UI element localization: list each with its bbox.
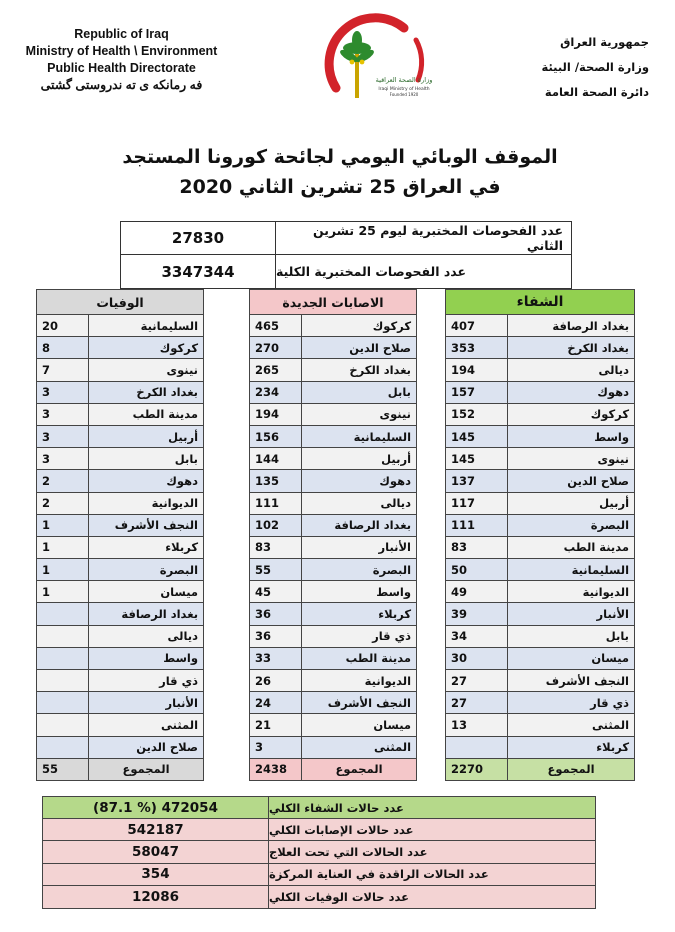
table-row (37, 403, 204, 425)
region-value: 194 (250, 403, 302, 425)
region-name: بابل (302, 381, 417, 403)
region-value: 33 (250, 647, 302, 669)
region-value: 157 (446, 381, 508, 403)
region-name: واسط (89, 647, 204, 669)
region-value: 3 (37, 403, 89, 425)
table-row (446, 315, 635, 337)
header-en-line-4: فه رمانكه ى ته ندروستى گشتى (40, 78, 203, 92)
region-name: الأنبار (302, 536, 417, 558)
summary-label: عدد حالات الشفاء الكلي (269, 797, 595, 818)
ministry-logo (306, 10, 446, 130)
region-name: نينوى (302, 403, 417, 425)
region-value: 144 (250, 448, 302, 470)
table-row (250, 714, 417, 736)
region-name: ميسان (508, 647, 635, 669)
region-value: 26 (250, 670, 302, 692)
region-name: دهوك (89, 470, 204, 492)
header-english-block (14, 26, 229, 94)
region-name: صلاح الدين (302, 337, 417, 359)
region-value: 1 (37, 581, 89, 603)
region-name: صلاح الدين (508, 470, 635, 492)
region-name: البصرة (89, 559, 204, 581)
region-value: 102 (250, 514, 302, 536)
region-name: أربيل (508, 492, 635, 514)
new-cases-total-value: 2438 (250, 758, 302, 780)
summary-row (43, 819, 595, 841)
region-value: 27 (446, 670, 508, 692)
region-name: السليمانية (89, 315, 204, 337)
region-value: 45 (250, 581, 302, 603)
region-value: 152 (446, 403, 508, 425)
recoveries-total-label: المجموع (508, 758, 635, 780)
summary-value: 58047 (43, 841, 269, 862)
logo-english-text: Iraqi Ministry of Health (378, 87, 430, 92)
table-row (37, 714, 204, 736)
region-value: 234 (250, 381, 302, 403)
total-tests-row (121, 255, 571, 288)
summary-label: عدد الحالات التي تحت العلاج (269, 841, 595, 862)
lab-tests-box (120, 221, 572, 289)
table-row (446, 714, 635, 736)
region-name: ميسان (89, 581, 204, 603)
summary-label: عدد الحالات الراقدة في العناية المركزة (269, 864, 595, 885)
region-name: المثنى (302, 736, 417, 758)
region-value: 1 (37, 536, 89, 558)
region-value: 50 (446, 559, 508, 581)
new-cases-header: الاصابات الجديدة (250, 290, 417, 315)
region-value: 39 (446, 603, 508, 625)
summary-label: عدد حالات الوفيات الكلي (269, 886, 595, 908)
region-value: 111 (446, 514, 508, 536)
region-value: 270 (250, 337, 302, 359)
table-row (250, 603, 417, 625)
table-row (250, 448, 417, 470)
recoveries-total-value: 2270 (446, 758, 508, 780)
table-row (446, 403, 635, 425)
table-row (37, 492, 204, 514)
table-row (250, 692, 417, 714)
table-row (446, 536, 635, 558)
daily-tests-row (121, 222, 571, 255)
region-value (37, 670, 89, 692)
region-value: 3 (37, 381, 89, 403)
page-title: الموقف الوبائي اليومي لجائحة كورونا المستجد (122, 146, 558, 168)
region-value: 8 (37, 337, 89, 359)
table-row (37, 425, 204, 447)
region-name: دهوك (508, 381, 635, 403)
total-tests-label: عدد الفحوصات المختبرية الكلية (276, 264, 467, 279)
region-name: الديوانية (302, 670, 417, 692)
region-name: المثنى (89, 714, 204, 736)
region-value: 3 (37, 425, 89, 447)
table-row (250, 381, 417, 403)
region-value: 36 (250, 603, 302, 625)
header-en-line-1: Republic of Iraq (74, 27, 169, 41)
region-value (446, 736, 508, 758)
deaths-table (36, 289, 204, 781)
recoveries-header: الشفاء (446, 290, 635, 315)
region-value: 117 (446, 492, 508, 514)
table-row (446, 425, 635, 447)
table-row (446, 514, 635, 536)
region-name: النجف الأشرف (89, 514, 204, 536)
table-row (250, 670, 417, 692)
table-row (250, 736, 417, 758)
table-row (250, 337, 417, 359)
region-name: كركوك (302, 315, 417, 337)
table-row (37, 581, 204, 603)
region-name: ذي قار (508, 692, 635, 714)
region-name: ديالى (302, 492, 417, 514)
region-name: السليمانية (508, 559, 635, 581)
region-name: ذي قار (89, 670, 204, 692)
table-row (250, 625, 417, 647)
region-value: 7 (37, 359, 89, 381)
region-name: ميسان (302, 714, 417, 736)
region-name: الأنبار (89, 692, 204, 714)
header-en-line-3: Public Health Directorate (47, 61, 196, 75)
table-row (446, 448, 635, 470)
table-row (37, 448, 204, 470)
region-name: الديوانية (508, 581, 635, 603)
region-name: بغداد الرصافة (508, 315, 635, 337)
table-row (37, 359, 204, 381)
region-value: 156 (250, 425, 302, 447)
region-value: 194 (446, 359, 508, 381)
table-row (37, 381, 204, 403)
table-row (37, 625, 204, 647)
region-name: النجف الأشرف (508, 670, 635, 692)
table-row (250, 647, 417, 669)
table-row (37, 670, 204, 692)
region-name: دهوك (302, 470, 417, 492)
table-row (37, 603, 204, 625)
region-name: بغداد الرصافة (302, 514, 417, 536)
region-name: ديالى (508, 359, 635, 381)
region-value: 3 (250, 736, 302, 758)
region-name: بغداد الكرخ (302, 359, 417, 381)
region-name: ديالى (89, 625, 204, 647)
table-row (446, 692, 635, 714)
region-value: 3 (37, 448, 89, 470)
region-value: 83 (446, 536, 508, 558)
logo-arabic-text: وزارة الصحة العراقية (375, 76, 433, 84)
region-name: أربيل (302, 448, 417, 470)
region-name: مدينة الطب (89, 403, 204, 425)
summary-value: 542187 (43, 819, 269, 840)
summary-label: عدد حالات الإصابات الكلي (269, 819, 595, 840)
region-value: 2 (37, 492, 89, 514)
region-value: 407 (446, 315, 508, 337)
region-value: 2 (37, 470, 89, 492)
summary-value: 12086 (43, 886, 269, 908)
region-value: 111 (250, 492, 302, 514)
table-row (446, 603, 635, 625)
recoveries-table (445, 289, 635, 781)
region-value: 13 (446, 714, 508, 736)
region-name: السليمانية (302, 425, 417, 447)
deaths-total-label: المجموع (89, 758, 204, 780)
region-value: 1 (37, 514, 89, 536)
region-value: 137 (446, 470, 508, 492)
region-value: 30 (446, 647, 508, 669)
region-value: 34 (446, 625, 508, 647)
summary-value: 354 (43, 864, 269, 885)
region-name: البصرة (508, 514, 635, 536)
region-name: بغداد الرصافة (89, 603, 204, 625)
table-row (37, 692, 204, 714)
table-row (446, 381, 635, 403)
summary-box (42, 796, 596, 909)
table-row (446, 337, 635, 359)
table-row (446, 470, 635, 492)
summary-row (43, 841, 595, 863)
table-row (446, 359, 635, 381)
region-name: بابل (89, 448, 204, 470)
region-name: بغداد الكرخ (89, 381, 204, 403)
region-value (37, 692, 89, 714)
region-value: 20 (37, 315, 89, 337)
daily-tests-label: عدد الفحوصات المختبرية ليوم 25 تشرين الثاني (312, 223, 563, 253)
region-value: 465 (250, 315, 302, 337)
region-name: كربلاء (89, 536, 204, 558)
region-name: الأنبار (508, 603, 635, 625)
region-value (37, 603, 89, 625)
region-value: 36 (250, 625, 302, 647)
table-row (37, 315, 204, 337)
region-value: 145 (446, 425, 508, 447)
header-en-line-2: Ministry of Health \ Environment (25, 44, 218, 58)
header-ar-line-2: وزارة الصحة/ البيئة (541, 60, 649, 74)
table-row (250, 492, 417, 514)
region-name: كربلاء (508, 736, 635, 758)
region-name: بابل (508, 625, 635, 647)
table-row (446, 670, 635, 692)
table-row (37, 337, 204, 359)
region-name: ذي قار (302, 625, 417, 647)
region-name: نينوى (508, 448, 635, 470)
region-value: 83 (250, 536, 302, 558)
total-tests-value: 3347344 (121, 255, 276, 288)
region-name: نينوى (89, 359, 204, 381)
summary-row (43, 864, 595, 886)
table-row (250, 470, 417, 492)
region-name: مدينة الطب (302, 647, 417, 669)
region-name: النجف الأشرف (302, 692, 417, 714)
region-name: مدينة الطب (508, 536, 635, 558)
deaths-total-value: 55 (37, 758, 89, 780)
region-value: 135 (250, 470, 302, 492)
region-value: 21 (250, 714, 302, 736)
region-name: الديوانية (89, 492, 204, 514)
summary-row (43, 797, 595, 819)
new-cases-total-label: المجموع (302, 758, 417, 780)
table-row (446, 492, 635, 514)
region-value (37, 647, 89, 669)
region-name: أربيل (89, 425, 204, 447)
region-value: 49 (446, 581, 508, 603)
region-name: كركوك (89, 337, 204, 359)
region-value (37, 714, 89, 736)
table-row (250, 514, 417, 536)
table-row (446, 625, 635, 647)
header-ar-line-1: جمهورية العراق (560, 35, 649, 49)
header-arabic-block (509, 30, 649, 105)
summary-value: (87.1 %) 472054 (43, 797, 269, 818)
daily-tests-value: 27830 (121, 222, 276, 254)
deaths-header: الوفيات (37, 290, 204, 315)
table-row (250, 359, 417, 381)
table-row (37, 470, 204, 492)
table-row (37, 736, 204, 758)
region-name: صلاح الدين (89, 736, 204, 758)
table-row (250, 403, 417, 425)
region-value (37, 625, 89, 647)
table-row (446, 581, 635, 603)
table-row (446, 736, 635, 758)
summary-row (43, 886, 595, 908)
table-row (37, 647, 204, 669)
region-name: البصرة (302, 559, 417, 581)
region-name: بغداد الكرخ (508, 337, 635, 359)
region-value: 27 (446, 692, 508, 714)
table-row (446, 559, 635, 581)
table-row (250, 536, 417, 558)
region-value: 353 (446, 337, 508, 359)
table-row (250, 315, 417, 337)
region-value (37, 736, 89, 758)
new-cases-table (249, 289, 417, 781)
logo-year-text: Founded 1920 (389, 92, 419, 97)
page-subtitle-date: في العراق 25 تشرين الثاني 2020 (179, 176, 501, 198)
table-row (37, 514, 204, 536)
table-row (37, 536, 204, 558)
table-row (250, 425, 417, 447)
region-value: 55 (250, 559, 302, 581)
region-name: كركوك (508, 403, 635, 425)
header-ar-line-3: دائرة الصحة العامة (544, 85, 649, 99)
region-name: واسط (302, 581, 417, 603)
region-name: المثنى (508, 714, 635, 736)
table-row (250, 581, 417, 603)
region-name: واسط (508, 425, 635, 447)
region-value: 145 (446, 448, 508, 470)
region-value: 1 (37, 559, 89, 581)
table-row (446, 647, 635, 669)
region-name: كربلاء (302, 603, 417, 625)
table-row (37, 559, 204, 581)
region-value: 24 (250, 692, 302, 714)
table-row (250, 559, 417, 581)
region-value: 265 (250, 359, 302, 381)
